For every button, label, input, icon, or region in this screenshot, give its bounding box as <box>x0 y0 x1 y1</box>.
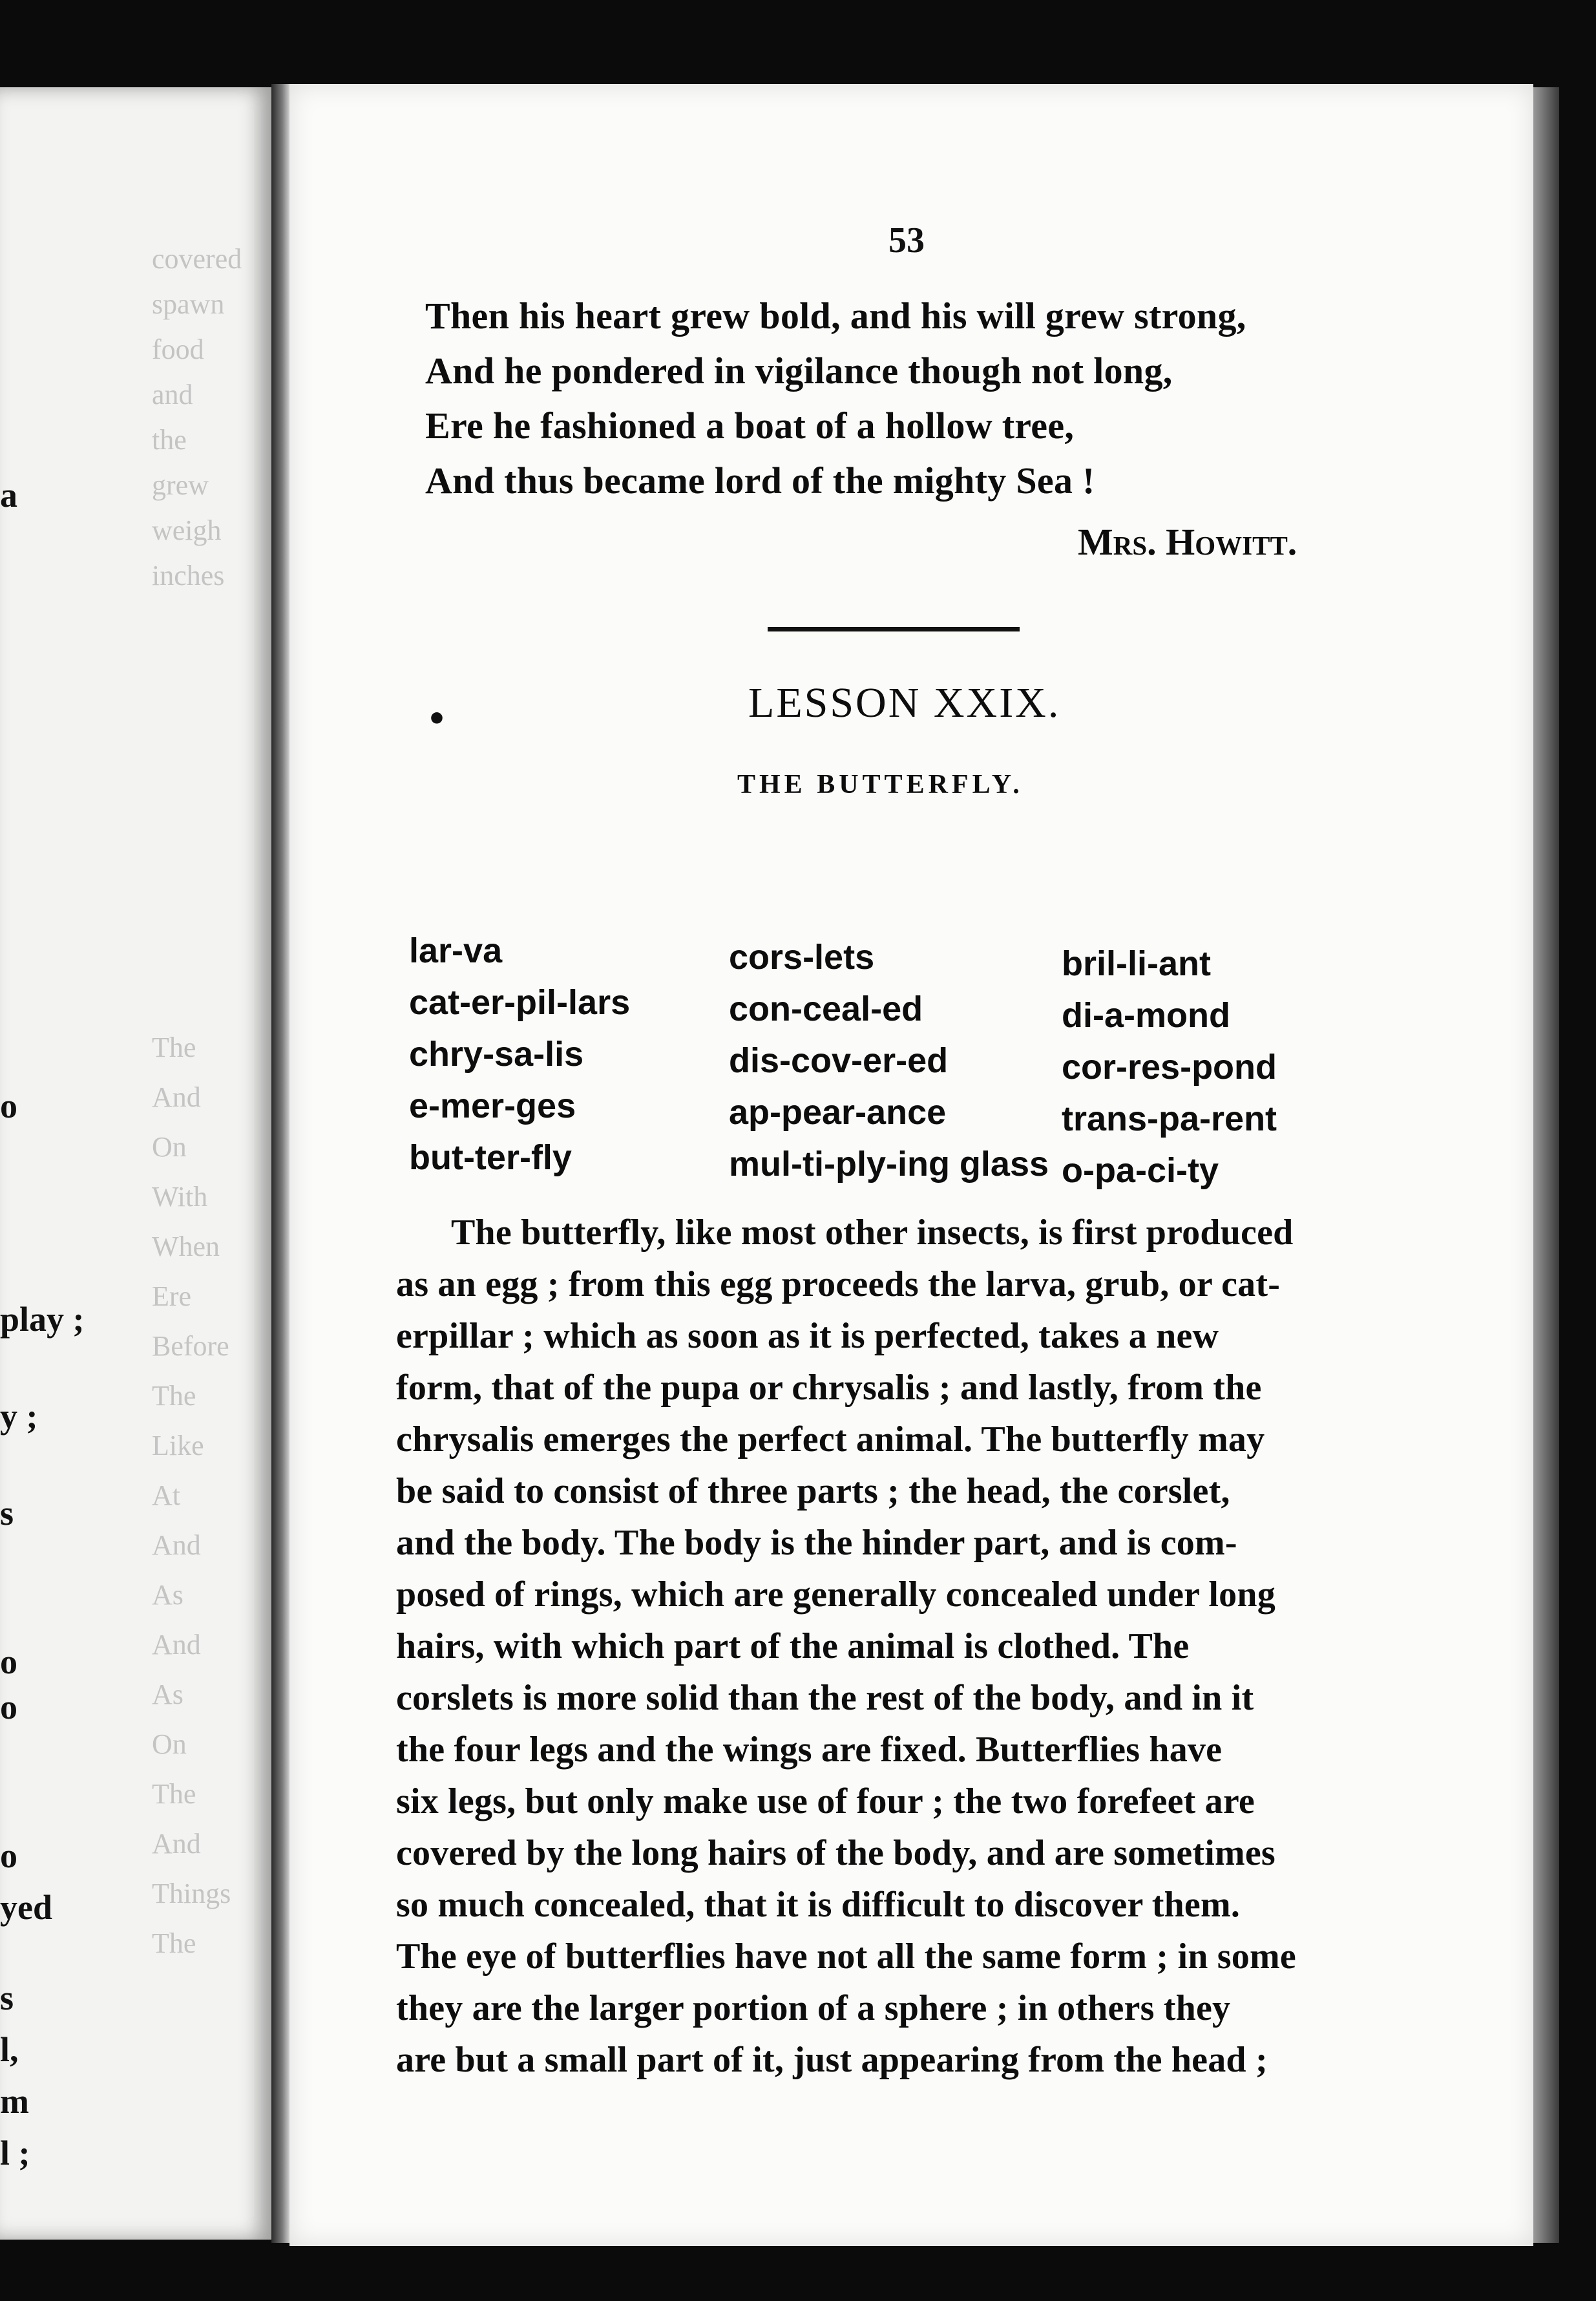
vocabulary-word: ap-pear-ance <box>729 1093 947 1132</box>
facing-page-bleed-text: The <box>152 1380 196 1412</box>
body-text-line: they are the larger portion of a sphere ; in others they <box>396 1988 1231 2028</box>
facing-page-bleed-text: And <box>152 1529 201 1561</box>
book-gutter <box>271 84 289 2243</box>
body-text-line: form, that of the pupa or chrysalis ; and lastly, from the <box>396 1368 1262 1408</box>
vocabulary-word: di-a-mond <box>1062 996 1230 1035</box>
facing-page-edge-word: y ; <box>0 1397 38 1436</box>
vocabulary-word: bril-li-ant <box>1062 944 1211 983</box>
body-text-line: six legs, but only make use of four ; the two forefeet are <box>396 1781 1255 1821</box>
vocabulary-word: cors-lets <box>729 938 875 977</box>
facing-page-bleed-text: The <box>152 1032 196 1063</box>
page-edge-shadow <box>1533 87 1559 2243</box>
facing-page-fragment <box>0 87 271 2240</box>
facing-page-edge-word: o <box>0 1836 17 1875</box>
body-text-line: be said to consist of three parts ; the head, the corslet, <box>396 1471 1230 1511</box>
facing-page-edge-word: a <box>0 476 17 514</box>
facing-page-bleed-text: The <box>152 1927 196 1959</box>
facing-page-edge-word: o <box>0 1642 17 1681</box>
facing-page-edge-word: s <box>0 1978 14 2017</box>
vocabulary-word: cor-res-pond <box>1062 1048 1277 1087</box>
facing-page-edge-word: yed <box>0 1888 52 1927</box>
facing-page-edge-word: l, <box>0 2030 19 2069</box>
facing-page-bleed-text: spawn <box>152 288 225 320</box>
body-text-line: posed of rings, which are generally concealed under long <box>396 1575 1276 1615</box>
facing-page-bleed-text: On <box>152 1728 187 1760</box>
poem-line: And thus became lord of the mighty Sea ! <box>425 460 1095 502</box>
facing-page-bleed-text: And <box>152 1081 201 1113</box>
vocabulary-word: o-pa-ci-ty <box>1062 1151 1219 1190</box>
facing-page-edge-word: m <box>0 2082 29 2121</box>
facing-page-bleed-text: When <box>152 1231 220 1262</box>
body-text-line: covered by the long hairs of the body, and are sometimes <box>396 1833 1276 1873</box>
facing-page-bleed-text: food <box>152 334 204 365</box>
body-text-line: chrysalis emerges the perfect animal. The butterfly may <box>396 1419 1265 1459</box>
margin-mark: • <box>426 699 447 737</box>
facing-page-edge-word: play ; <box>0 1300 85 1339</box>
facing-page-bleed-text: And <box>152 1828 201 1860</box>
facing-page-bleed-text: the <box>152 424 187 456</box>
lesson-heading: LESSON XXIX. <box>748 679 1061 726</box>
section-divider-rule <box>768 627 1020 631</box>
facing-page-bleed-text: weigh <box>152 514 222 546</box>
facing-page-bleed-text: and <box>152 379 193 410</box>
facing-page-bleed-text: Before <box>152 1330 229 1362</box>
facing-page-bleed-text: Ere <box>152 1280 192 1312</box>
body-text-line: the four legs and the wings are fixed. Butterflies have <box>396 1730 1223 1770</box>
page-number: 53 <box>888 220 925 260</box>
facing-page-bleed-text: On <box>152 1131 187 1163</box>
poem-line: Then his heart grew bold, and his will grew strong, <box>425 295 1246 337</box>
body-text-line: so much concealed, that it is difficult to discover them. <box>396 1885 1241 1925</box>
vocabulary-word: dis-cov-er-ed <box>729 1041 949 1080</box>
body-text-line: are but a small part of it, just appearing from the head ; <box>396 2040 1268 2080</box>
book-page <box>289 84 1533 2246</box>
vocabulary-word: e-mer-ges <box>409 1087 576 1125</box>
vocabulary-word: mul-ti-ply-ing glass <box>729 1145 1049 1183</box>
facing-page-bleed-text: With <box>152 1181 208 1213</box>
poem-line: Ere he fashioned a boat of a hollow tree, <box>425 405 1075 447</box>
facing-page-bleed-text: At <box>152 1479 180 1511</box>
facing-page-bleed-text: grew <box>152 469 209 501</box>
body-text-line: The butterfly, like most other insects, is first produced <box>451 1213 1294 1253</box>
vocabulary-word: cat-er-pil-lars <box>409 983 631 1022</box>
vocabulary-word: lar-va <box>409 931 503 970</box>
vocabulary-word: con-ceal-ed <box>729 990 923 1028</box>
facing-page-bleed-text: Like <box>152 1430 204 1461</box>
facing-page-bleed-text: As <box>152 1579 184 1611</box>
facing-page-edge-word: s <box>0 1494 14 1532</box>
vocabulary-word: but-ter-fly <box>409 1138 572 1177</box>
facing-page-edge-word: l ; <box>0 2134 30 2172</box>
facing-page-edge-word: o <box>0 1087 17 1125</box>
facing-page-edge-word: o <box>0 1688 17 1726</box>
body-text-line: corslets is more solid than the rest of the body, and in it <box>396 1678 1254 1718</box>
vocabulary-word: chry-sa-lis <box>409 1035 584 1074</box>
facing-page-bleed-text: covered <box>152 243 242 275</box>
facing-page-bleed-text: And <box>152 1629 201 1660</box>
facing-page-bleed-text: As <box>152 1679 184 1710</box>
poem-attribution: Mrs. Howitt. <box>1078 521 1297 563</box>
body-text-line: hairs, with which part of the animal is clothed. The <box>396 1626 1190 1666</box>
facing-page-bleed-text: inches <box>152 560 225 591</box>
vocabulary-word: trans-pa-rent <box>1062 1099 1277 1138</box>
body-text-line: and the body. The body is the hinder part, and is com- <box>396 1523 1237 1563</box>
facing-page-bleed-text: The <box>152 1778 196 1810</box>
body-text-line: The eye of butterflies have not all the same form ; in some <box>396 1936 1296 1977</box>
poem-line: And he pondered in vigilance though not long, <box>425 350 1173 392</box>
lesson-subtitle: THE BUTTERFLY. <box>737 770 1024 800</box>
body-text-line: as an egg ; from this egg proceeds the larva, grub, or cat- <box>396 1264 1281 1304</box>
body-text-line: erpillar ; which as soon as it is perfected, takes a new <box>396 1316 1219 1356</box>
facing-page-bleed-text: Things <box>152 1878 231 1909</box>
